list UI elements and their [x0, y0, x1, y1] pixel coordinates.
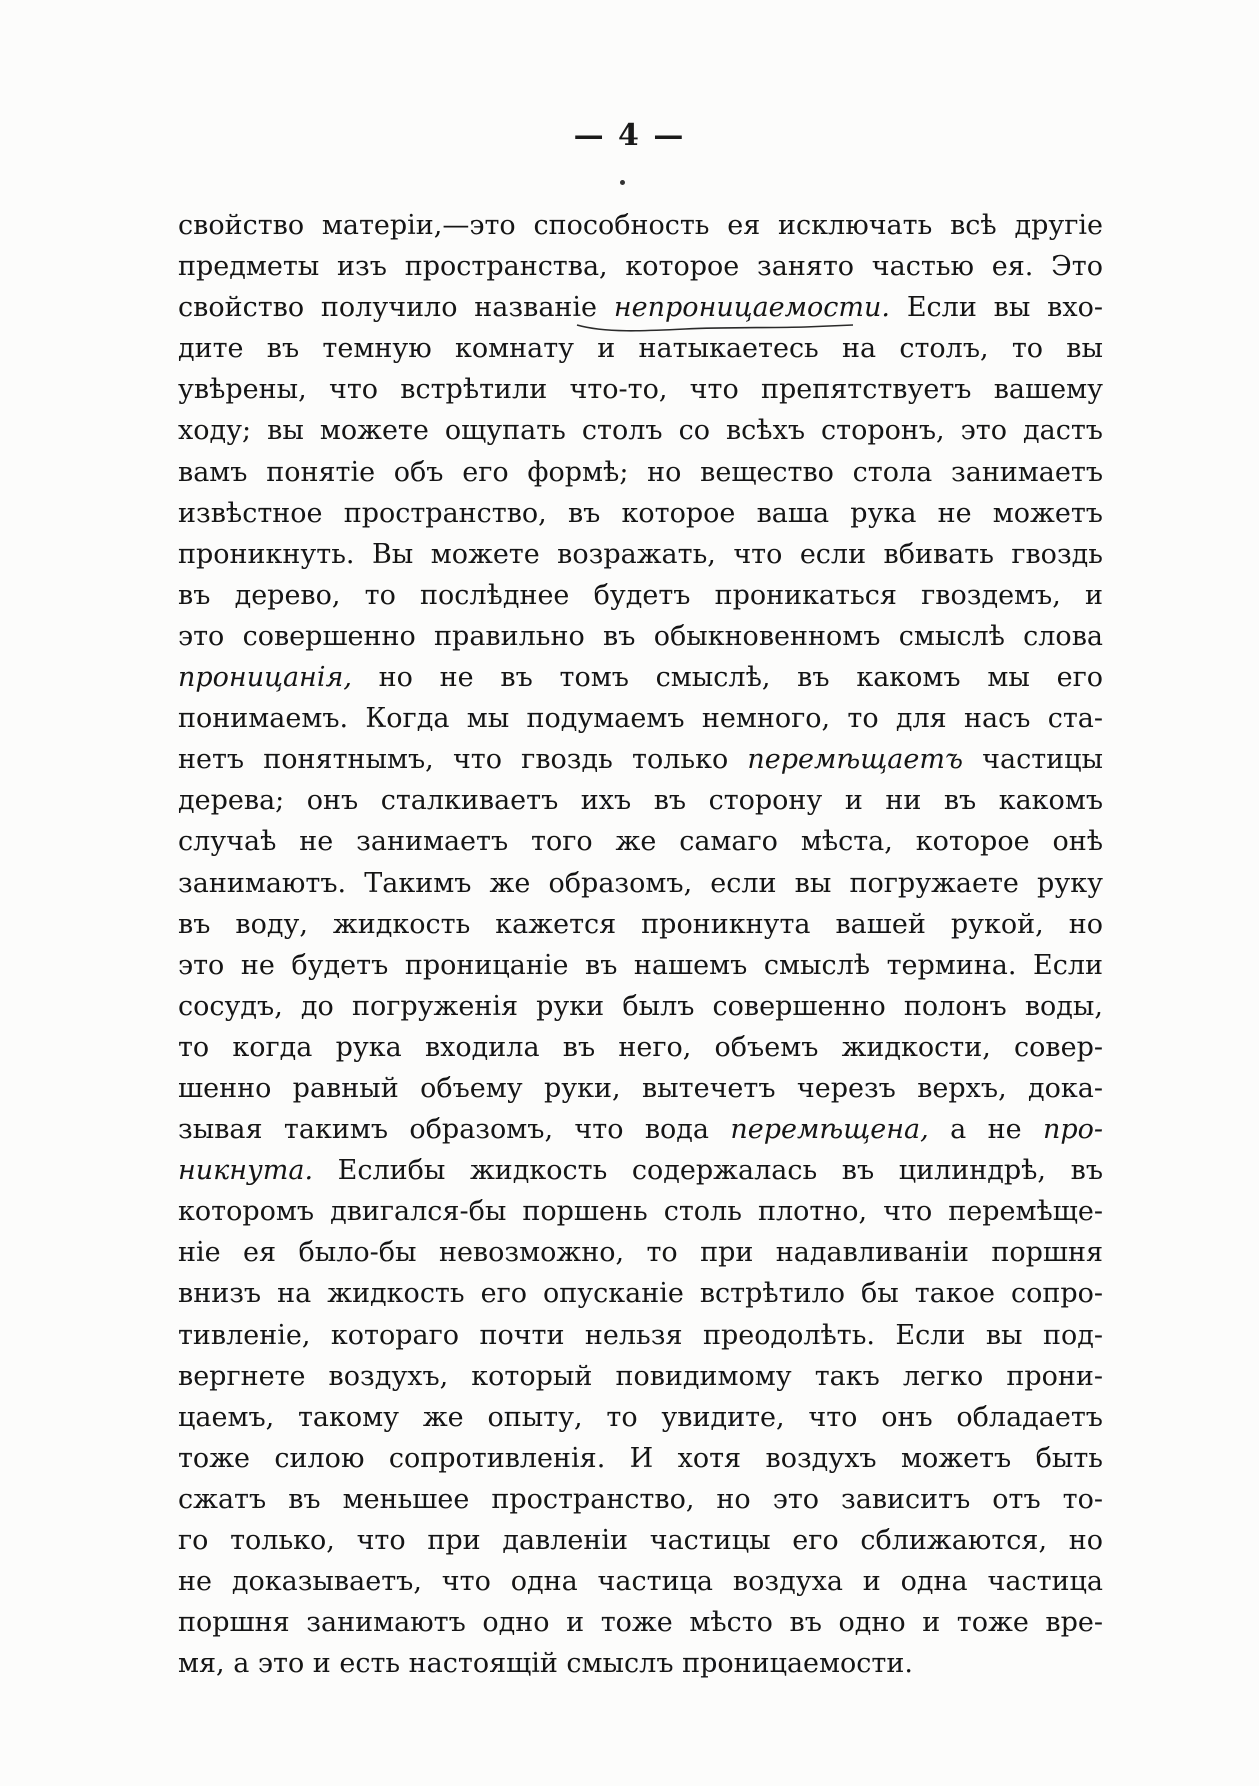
text-segment: не доказываетъ, что одна частица воздуха и одна частица: [178, 1566, 1103, 1598]
text-segment: частицы: [962, 744, 1104, 776]
italic-term: перемѣщаетъ: [747, 744, 963, 776]
text-segment: ходу; вы можете ощупать столъ со всѣхъ сторонъ, это дастъ: [178, 415, 1103, 447]
text-segment: которомъ двигался-бы поршень столь плотно, что перемѣще-: [178, 1196, 1103, 1228]
text-line: [178, 452, 1103, 493]
text-line: [178, 1068, 1103, 1109]
text-line: [178, 986, 1103, 1027]
text-line: [178, 328, 1103, 369]
text-line: [178, 1315, 1103, 1356]
text-segment: это совершенно правильно въ обыкновенномъ смыслѣ слова: [178, 620, 1103, 652]
text-segment: понимаемъ. Когда мы подумаемъ немного, то для насъ ста-: [178, 703, 1103, 735]
body-text: [178, 205, 1103, 1684]
text-line: [178, 1602, 1103, 1643]
text-line: [178, 739, 1103, 780]
text-segment: въ дерево, то послѣднее будетъ проникаться гвоздемъ, и: [178, 579, 1103, 611]
text-line: [178, 1561, 1103, 1602]
text-line: [178, 821, 1103, 862]
text-segment: нетъ понятнымъ, что гвоздь только: [178, 744, 748, 776]
text-segment: поршня занимаютъ одно и тоже мѣсто въ одно и тоже вре-: [178, 1607, 1103, 1639]
text-segment: а не: [928, 1114, 1043, 1146]
text-line: [178, 287, 1103, 328]
text-segment: мя, а это и есть настоящiй смыслъ проницаемости.: [178, 1648, 913, 1680]
text-line: [178, 1027, 1103, 1068]
italic-term: непроницаемости.: [613, 292, 890, 324]
text-line: [178, 1397, 1103, 1438]
text-segment: предметы изъ пространства, которое занято частью ея. Это: [178, 251, 1103, 283]
text-segment: вамъ понятiе объ его формѣ; но вещество стола занимаетъ: [178, 456, 1103, 488]
text-line: [178, 904, 1103, 945]
text-line: [178, 410, 1103, 451]
text-segment: шенно равный объему руки, вытечетъ черезъ верхъ, дока-: [178, 1072, 1103, 1104]
text-segment: то когда рука входила въ него, объемъ жидкости, совер-: [178, 1031, 1103, 1063]
text-segment: зывая такимъ образомъ, что вода: [178, 1114, 731, 1146]
text-segment: цаемъ, такому же опыту, то увидите, что онъ обладаетъ: [178, 1401, 1103, 1433]
text-segment: проникнуть. Вы можете возражать, что если вбивать гвоздь: [178, 538, 1103, 570]
text-segment: сосудъ, до погруженiя руки былъ совершенно полонъ воды,: [178, 990, 1103, 1022]
text-line: [178, 1191, 1103, 1232]
text-segment: дите въ темную комнату и натыкаетесь на столъ, то вы: [178, 333, 1103, 365]
text-line: [178, 575, 1103, 616]
text-segment: дерева; онъ сталкиваетъ ихъ въ сторону и ни въ какомъ: [178, 785, 1103, 817]
italic-term: проницанiя,: [178, 662, 352, 694]
text-segment: занимаютъ. Такимъ же образомъ, если вы погружаете руку: [178, 867, 1103, 899]
text-segment: но не въ томъ смыслѣ, въ какомъ мы его: [351, 662, 1103, 694]
italic-term: про-: [1042, 1114, 1103, 1146]
italic-term: перемѣщена,: [730, 1114, 929, 1146]
text-line: [178, 246, 1103, 287]
text-line: [178, 205, 1103, 246]
text-line: [178, 945, 1103, 986]
text-line: [178, 863, 1103, 904]
text-line: [178, 534, 1103, 575]
text-line: [178, 1356, 1103, 1397]
text-line: [178, 1479, 1103, 1520]
text-segment: сжатъ въ меньшее пространство, но это зависитъ отъ то-: [178, 1483, 1103, 1515]
text-line: [178, 1438, 1103, 1479]
text-segment: нiе ея было-бы невозможно, то при надавливанiи поршня: [178, 1237, 1103, 1269]
text-line: [178, 1232, 1103, 1273]
text-segment: случаѣ не занимаетъ того же самаго мѣста, которое онѣ: [178, 826, 1103, 858]
text-line: [178, 369, 1103, 410]
text-line: [178, 1520, 1103, 1561]
text-line: [178, 780, 1103, 821]
text-segment: вергнете воздухъ, который повидимому такъ легко прони-: [178, 1360, 1103, 1392]
text-segment: го только, что при давленiи частицы его сближаются, но: [178, 1525, 1103, 1556]
text-segment: тивленiе, котораго почти нельзя преодолѣть. Если вы под-: [178, 1319, 1103, 1351]
text-line: [178, 493, 1103, 534]
text-segment: внизъ на жидкость его опусканiе встрѣтило бы такое сопро-: [178, 1278, 1103, 1310]
text-segment: въ воду, жидкость кажется проникнута вашей рукой, но: [178, 908, 1103, 940]
text-line: [178, 1643, 1103, 1684]
text-segment: это не будетъ проницанiе въ нашемъ смыслѣ термина. Если: [178, 949, 1103, 981]
text-segment: свойство матерiи,—это способность ея исключать всѣ другiе: [178, 210, 1103, 241]
text-segment: извѣстное пространство, въ которое ваша рука не можетъ: [178, 497, 1103, 529]
italic-term: никнута.: [178, 1155, 314, 1187]
text-segment: тоже силою сопротивленiя. И хотя воздухъ можетъ быть: [178, 1442, 1103, 1474]
text-segment: свойство получило названiе: [178, 292, 614, 324]
text-segment: увѣрены, что встрѣтили что-то, что препятствуетъ вашему: [178, 374, 1103, 406]
text-segment: Еслибы жидкость содержалась въ цилиндрѣ, въ: [313, 1155, 1103, 1187]
text-line: [178, 1273, 1103, 1314]
text-line: [178, 616, 1103, 657]
text-line: [178, 1109, 1103, 1150]
text-line: [178, 657, 1103, 698]
page-number: — 4 —: [573, 118, 686, 153]
ink-dot: [620, 180, 625, 185]
text-line: [178, 1150, 1103, 1191]
text-line: [178, 698, 1103, 739]
text-segment: Если вы вхо-: [890, 292, 1103, 324]
